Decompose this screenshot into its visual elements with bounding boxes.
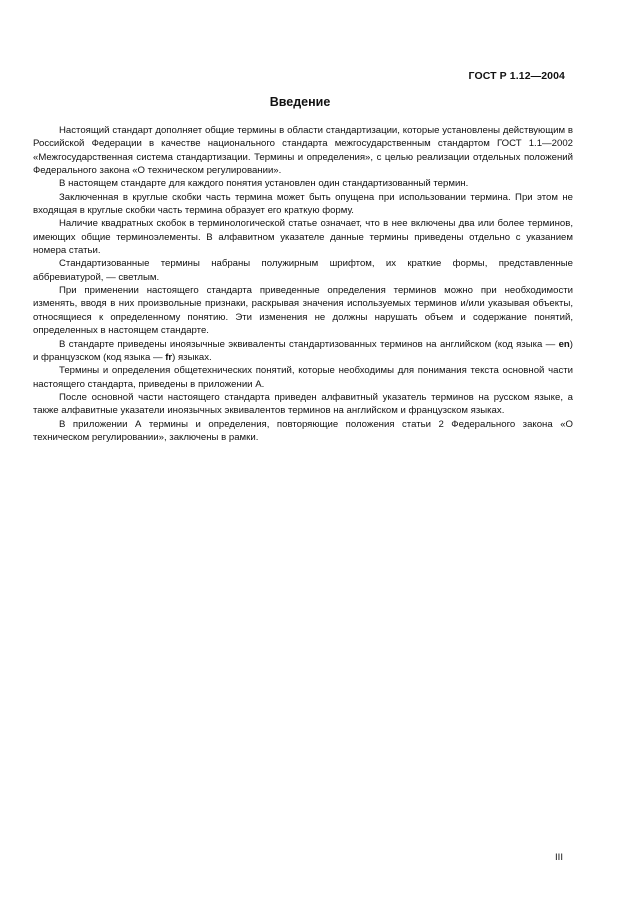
paragraph-10: В приложении А термины и определения, повторяющие положения статьи 2 Федерального закона «О техническом регулировании», заключены в рамки. <box>33 418 573 443</box>
paragraph-3: Заключенная в круглые скобки часть термина может быть опущена при использовании термина. При этом не входящая в круглые скобки часть термина образует его краткую форму. <box>33 191 573 217</box>
paragraph-8: Термины и определения общетехнических понятий, которые необходимы для понимания текста основной части настоящего стандарта, приведены в приложении А. <box>33 365 573 390</box>
paragraph-4: Наличие квадратных скобок в терминологической статье означает, что в нее включены два или более терминов, имеющих общие терминоэлементы. В алфавитном указателе данные термины приведены отдельно с указанием номера статьи. <box>33 218 573 257</box>
paragraph-7 <box>33 338 573 365</box>
paragraph-7-part-3: ) языках. <box>172 351 212 363</box>
paragraph-6: При применении настоящего стандарта приведенные определения терминов можно при необходимости изменять, вводя в них произвольные признаки, раскрывая значения используемых терминов и/или указывая объекты, относящиеся к определенному понятию. Эти изменения не должны нарушать объем и содержание понятий, определенных в настоящем стандарте. <box>33 285 573 337</box>
language-code-fr: fr <box>165 351 173 363</box>
page-number: III <box>555 852 563 863</box>
standard-code-header: ГОСТ Р 1.12—2004 <box>468 70 565 82</box>
paragraph-2: В настоящем стандарте для каждого понятия установлен один стандартизованный термин. <box>59 178 469 190</box>
paragraph-7-part-2: ) и французском (код языка — <box>33 338 573 363</box>
language-code-en: en <box>558 338 570 350</box>
section-title: Введение <box>269 95 331 109</box>
paragraph-7-part-1: В стандарте приведены иноязычные эквиваленты стандартизованных терминов на английском (код языка — <box>59 338 559 350</box>
paragraph-1: Настоящий стандарт дополняет общие термины в области стандартизации, которые установлены действующим в Российской Федерации в качестве национального стандарта межгосударственным стандартом ГОСТ 1.1—2002 «Межгосударственная система стандартизации. Термины и определения», с целью реализации отдельных положений Федерального закона «О техническом регулировании». <box>33 125 573 177</box>
paragraph-9: После основной части настоящего стандарта приведен алфавитный указатель терминов на русском языке, а также алфавитные указатели иноязычных эквивалентов терминов на английском и французском языках. <box>33 391 573 417</box>
paragraph-5: Стандартизованные термины набраны полужирным шрифтом, их краткие формы, представленные аббревиатурой, — светлым. <box>33 258 573 283</box>
introduction-body <box>33 124 573 444</box>
